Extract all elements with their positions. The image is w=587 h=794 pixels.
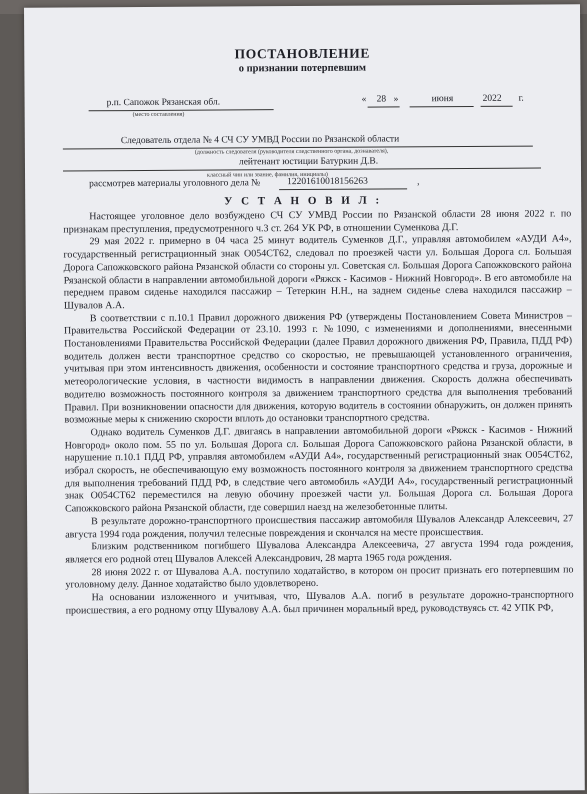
date-year-suffix: г.: [518, 93, 524, 104]
document-subtitle: о признании потерпевшим: [238, 62, 367, 75]
date-quote-open: «: [361, 94, 367, 105]
document-title: ПОСТАНОВЛЕНИЕ: [234, 45, 371, 62]
date-day: 28: [376, 94, 387, 105]
investigator-position-caption: (должность следователя (руководителя следственного органа, дознавателя),: [194, 148, 389, 156]
case-suffix: ,: [417, 177, 420, 188]
paragraph: На основании изложенного и учитывая, что, Шувалов А.А. погиб в результате дорожно-транспортного происшествия, а его родному отцу Шувалову А.А. был причинен моральный вред, руководствуясь ст. 42 УПК РФ,: [65, 589, 574, 617]
date-year: 2022: [482, 93, 502, 104]
investigator-name-caption: классный чин или звание, фамилия, инициалы): [207, 171, 328, 179]
case-number-underline: [279, 188, 407, 190]
date-day-underline: [368, 106, 400, 107]
document-body: [63, 208, 573, 618]
paragraph: Близким родственником погибшего Шувалова Александра Алексеевича, 27 августа 1994 года рождения, является его родной отец Шувалов Алексей Александрович, 28 марта 1965 года рождения.: [65, 538, 574, 566]
date-quote-close: »: [393, 94, 399, 105]
date-month: июня: [431, 94, 454, 105]
investigator-position: Следователь отдела № 4 СЧ СУ УМВД России по Рязанской области: [120, 134, 400, 147]
date-year-underline: [481, 106, 513, 107]
paragraph: Однако водитель Суменков Д.Г. двигаясь в направлении автомобильной дороги «Ряжск - Касимов - Нижний Новгород» около пом. 55 по ул. Большая Дорога сл. Большая Дорога Сапожковского района Рязанской области, в нарушение п.10.1 ПДД РФ, управляя автомобилем «АУДИ А4», государственный регистрационный знак О054СТ62, избрал скорость, не обеспечивающую ему возможность постоянного контроля за движением транспортного средства для выполнения требований ПДД РФ, в следствие чего автомобиль «АУДИ А4», государственный регистрационный знак О054СТ62 переместился на левую обочину проезжей части ул. Большая Дорога сл. Большая Дорога Сапожковского района Рязанской области, где совершил наезд на железобетонные плиты.: [64, 424, 574, 515]
document-sheet: [24, 4, 585, 793]
case-number: 12201610018156263: [287, 176, 368, 188]
case-prefix: рассмотрев материалы уголовного дела №: [89, 178, 261, 190]
investigator-name-underline: [63, 168, 541, 172]
paragraph: В результате дорожно-транспортного происшествия пассажир автомобиля Шувалов Александр Алексеевич, 27 августа 1994 года рождения, получил телесные повреждения и скончался на месте происшествия.: [65, 513, 574, 541]
paragraph: В соответствии с п.10.1 Правил дорожного движения РФ (утверждены Постановлением Совета Министров – Правительства Российской Федерации от 23.10. 1993 г. №1090, с изменениями и дополнениями, внесенными Постановлениями Правительства Российской Федерации (далее Правил дорожного движения РФ, Правила, ПДД РФ) водитель должен вести транспортное средство со скоростью, не превышающей установленного ограничения, учитывая при этом интенсивность движения, особенности и состояние транспортного средства и груза, дорожные и метеорологические условия, в частности видимость в направлении движения. Скорость должна обеспечивать водителю возможность постоянного контроля за движением транспортного средства для выполнения требований Правил. При возникновении опасности для движения, которую водитель в состоянии обнаружить, он должен принять возможные меры к снижению скорости вплоть до остановки транспортного средства.: [63, 309, 573, 426]
investigator-name: лейтенант юстиции Батуркин Д.В.: [238, 156, 379, 168]
paragraph: 28 июня 2022 г. от Шувалова А.А. поступило ходатайство, в котором он просит признать его потерпевшим по уголовному делу. Данное ходатайство было удовлетворено.: [65, 564, 574, 591]
section-heading: У С Т А Н О В И Л :: [224, 194, 383, 208]
paragraph: 29 мая 2022 г. примерно в 04 часа 25 минут водитель Суменков Д.Г., управляя автомобилем «АУДИ А4», государственный регистрационный знак О054СТ62, следовал по проезжей части ул. Большая Дорога сл. Большая Дорога Сапожковского района Рязанской области со стороны ул. Советская сл. Большая Дорога Сапожковского района Рязанской области в направлении автомобильной дороги «Ряжск - Касимов - Нижний Новгород». В его автомобиле на переднем правом сиденье находился пассажир – Тетеркин Н.Н., на заднем сиденье слева находился пассажир –Шувалов А.А.: [63, 233, 572, 312]
date-month-underline: [410, 106, 474, 107]
place-caption: (место составления): [132, 111, 185, 119]
paragraph: Настоящее уголовное дело возбуждено СЧ СУ УМВД России по Рязанской области 28 июня 2022 г. по признакам преступления, предусмотренного ч.3 ст. 264 УК РФ, в отношении Суменкова Д.Г.: [63, 208, 572, 236]
place-value: р.п. Сапожок Рязанская обл.: [106, 97, 221, 109]
